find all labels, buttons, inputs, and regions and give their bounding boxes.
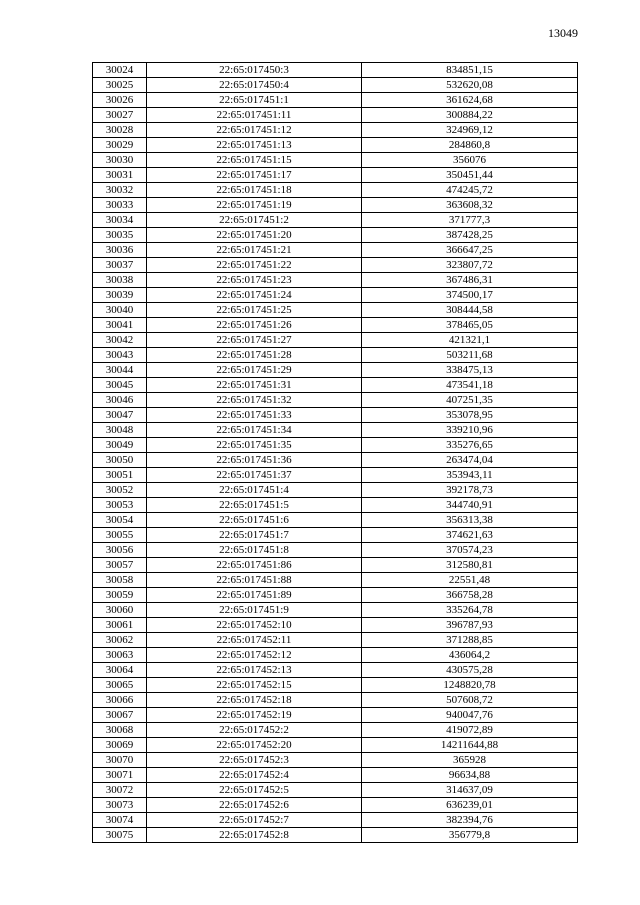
table-row	[93, 588, 578, 603]
cadastral-number-cell: 22:65:017451:37	[147, 468, 362, 483]
value-cell: 407251,35	[362, 393, 578, 408]
value-cell: 1248820,78	[362, 678, 578, 693]
value-cell: 371288,85	[362, 633, 578, 648]
row-number-cell: 30051	[93, 468, 147, 483]
table-row	[93, 258, 578, 273]
table-row	[93, 228, 578, 243]
row-number-cell: 30065	[93, 678, 147, 693]
table-row	[93, 513, 578, 528]
row-number-cell: 30027	[93, 108, 147, 123]
row-number-cell: 30061	[93, 618, 147, 633]
table-row	[93, 558, 578, 573]
value-cell: 474245,72	[362, 183, 578, 198]
table-row	[93, 483, 578, 498]
row-number-cell: 30064	[93, 663, 147, 678]
value-cell: 365928	[362, 753, 578, 768]
value-cell: 392178,73	[362, 483, 578, 498]
table-row	[93, 423, 578, 438]
cadastral-number-cell: 22:65:017451:7	[147, 528, 362, 543]
value-cell: 370574,23	[362, 543, 578, 558]
table-row	[93, 828, 578, 843]
cadastral-number-cell: 22:65:017452:4	[147, 768, 362, 783]
value-cell: 382394,76	[362, 813, 578, 828]
cadastral-number-cell: 22:65:017452:7	[147, 813, 362, 828]
cadastral-number-cell: 22:65:017451:9	[147, 603, 362, 618]
cadastral-number-cell: 22:65:017451:88	[147, 573, 362, 588]
row-number-cell: 30029	[93, 138, 147, 153]
table-row	[93, 693, 578, 708]
value-cell: 367486,31	[362, 273, 578, 288]
table-row	[93, 708, 578, 723]
value-cell: 335276,65	[362, 438, 578, 453]
cadastral-number-cell: 22:65:017451:35	[147, 438, 362, 453]
value-cell: 374621,63	[362, 528, 578, 543]
page-number: 13049	[548, 26, 578, 40]
cadastral-number-cell: 22:65:017451:18	[147, 183, 362, 198]
table-row	[93, 378, 578, 393]
cadastral-number-cell: 22:65:017451:19	[147, 198, 362, 213]
table-row	[93, 288, 578, 303]
row-number-cell: 30075	[93, 828, 147, 843]
table-row	[93, 273, 578, 288]
value-cell: 350451,44	[362, 168, 578, 183]
row-number-cell: 30054	[93, 513, 147, 528]
value-cell: 473541,18	[362, 378, 578, 393]
row-number-cell: 30042	[93, 333, 147, 348]
cadastral-number-cell: 22:65:017452:5	[147, 783, 362, 798]
value-cell: 387428,25	[362, 228, 578, 243]
row-number-cell: 30063	[93, 648, 147, 663]
data-table	[92, 62, 578, 843]
cadastral-number-cell: 22:65:017452:10	[147, 618, 362, 633]
row-number-cell: 30024	[93, 63, 147, 78]
table-row	[93, 633, 578, 648]
cadastral-number-cell: 22:65:017451:5	[147, 498, 362, 513]
value-cell: 436064,2	[362, 648, 578, 663]
table-row	[93, 678, 578, 693]
cadastral-number-cell: 22:65:017451:31	[147, 378, 362, 393]
cadastral-number-cell: 22:65:017451:6	[147, 513, 362, 528]
value-cell: 324969,12	[362, 123, 578, 138]
row-number-cell: 30032	[93, 183, 147, 198]
row-number-cell: 30069	[93, 738, 147, 753]
row-number-cell: 30038	[93, 273, 147, 288]
row-number-cell: 30066	[93, 693, 147, 708]
table-row	[93, 738, 578, 753]
value-cell: 284860,8	[362, 138, 578, 153]
table-row	[93, 333, 578, 348]
value-cell: 323807,72	[362, 258, 578, 273]
table-body	[93, 63, 578, 843]
value-cell: 353078,95	[362, 408, 578, 423]
value-cell: 363608,32	[362, 198, 578, 213]
value-cell: 356313,38	[362, 513, 578, 528]
table-row	[93, 348, 578, 363]
cadastral-number-cell: 22:65:017451:20	[147, 228, 362, 243]
row-number-cell: 30057	[93, 558, 147, 573]
table-row	[93, 813, 578, 828]
row-number-cell: 30030	[93, 153, 147, 168]
cadastral-number-cell: 22:65:017451:23	[147, 273, 362, 288]
value-cell: 361624,68	[362, 93, 578, 108]
row-number-cell: 30067	[93, 708, 147, 723]
value-cell: 636239,01	[362, 798, 578, 813]
row-number-cell: 30036	[93, 243, 147, 258]
value-cell: 263474,04	[362, 453, 578, 468]
cadastral-number-cell: 22:65:017452:13	[147, 663, 362, 678]
row-number-cell: 30052	[93, 483, 147, 498]
row-number-cell: 30070	[93, 753, 147, 768]
row-number-cell: 30062	[93, 633, 147, 648]
row-number-cell: 30073	[93, 798, 147, 813]
value-cell: 96634,88	[362, 768, 578, 783]
value-cell: 314637,09	[362, 783, 578, 798]
table-row	[93, 108, 578, 123]
table-row	[93, 498, 578, 513]
value-cell: 532620,08	[362, 78, 578, 93]
value-cell: 312580,81	[362, 558, 578, 573]
value-cell: 374500,17	[362, 288, 578, 303]
cadastral-number-cell: 22:65:017452:20	[147, 738, 362, 753]
cadastral-number-cell: 22:65:017451:28	[147, 348, 362, 363]
cadastral-number-cell: 22:65:017450:4	[147, 78, 362, 93]
value-cell: 507608,72	[362, 693, 578, 708]
cadastral-number-cell: 22:65:017452:18	[147, 693, 362, 708]
value-cell: 421321,1	[362, 333, 578, 348]
value-cell: 430575,28	[362, 663, 578, 678]
table-row	[93, 783, 578, 798]
table-row	[93, 183, 578, 198]
cadastral-number-cell: 22:65:017451:32	[147, 393, 362, 408]
row-number-cell: 30055	[93, 528, 147, 543]
table-row	[93, 363, 578, 378]
value-cell: 419072,89	[362, 723, 578, 738]
table-row	[93, 303, 578, 318]
cadastral-number-cell: 22:65:017451:2	[147, 213, 362, 228]
value-cell: 308444,58	[362, 303, 578, 318]
row-number-cell: 30033	[93, 198, 147, 213]
row-number-cell: 30040	[93, 303, 147, 318]
table-row	[93, 63, 578, 78]
value-cell: 338475,13	[362, 363, 578, 378]
row-number-cell: 30049	[93, 438, 147, 453]
cadastral-number-cell: 22:65:017452:19	[147, 708, 362, 723]
cadastral-number-cell: 22:65:017451:26	[147, 318, 362, 333]
value-cell: 503211,68	[362, 348, 578, 363]
row-number-cell: 30028	[93, 123, 147, 138]
row-number-cell: 30072	[93, 783, 147, 798]
cadastral-number-cell: 22:65:017451:25	[147, 303, 362, 318]
cadastral-number-cell: 22:65:017451:21	[147, 243, 362, 258]
cadastral-number-cell: 22:65:017452:2	[147, 723, 362, 738]
row-number-cell: 30053	[93, 498, 147, 513]
cadastral-number-cell: 22:65:017451:24	[147, 288, 362, 303]
cadastral-number-cell: 22:65:017451:34	[147, 423, 362, 438]
cadastral-number-cell: 22:65:017451:27	[147, 333, 362, 348]
table-row	[93, 138, 578, 153]
value-cell: 356076	[362, 153, 578, 168]
table-row	[93, 798, 578, 813]
value-cell: 366647,25	[362, 243, 578, 258]
cadastral-number-cell: 22:65:017452:8	[147, 828, 362, 843]
value-cell: 339210,96	[362, 423, 578, 438]
row-number-cell: 30031	[93, 168, 147, 183]
table-row	[93, 438, 578, 453]
cadastral-number-cell: 22:65:017452:15	[147, 678, 362, 693]
row-number-cell: 30025	[93, 78, 147, 93]
row-number-cell: 30050	[93, 453, 147, 468]
table-row	[93, 543, 578, 558]
table-row	[93, 468, 578, 483]
table-row	[93, 723, 578, 738]
table-row	[93, 768, 578, 783]
cadastral-number-cell: 22:65:017451:12	[147, 123, 362, 138]
row-number-cell: 30074	[93, 813, 147, 828]
value-cell: 344740,91	[362, 498, 578, 513]
value-cell: 371777,3	[362, 213, 578, 228]
cadastral-number-cell: 22:65:017451:36	[147, 453, 362, 468]
row-number-cell: 30037	[93, 258, 147, 273]
table-row	[93, 393, 578, 408]
cadastral-number-cell: 22:65:017451:11	[147, 108, 362, 123]
table-row	[93, 573, 578, 588]
row-number-cell: 30047	[93, 408, 147, 423]
cadastral-number-cell: 22:65:017451:22	[147, 258, 362, 273]
table-row	[93, 123, 578, 138]
row-number-cell: 30046	[93, 393, 147, 408]
table-row	[93, 153, 578, 168]
cadastral-number-cell: 22:65:017451:13	[147, 138, 362, 153]
cadastral-number-cell: 22:65:017452:3	[147, 753, 362, 768]
row-number-cell: 30060	[93, 603, 147, 618]
row-number-cell: 30045	[93, 378, 147, 393]
cadastral-number-cell: 22:65:017451:4	[147, 483, 362, 498]
table-row	[93, 78, 578, 93]
cadastral-number-cell: 22:65:017451:33	[147, 408, 362, 423]
value-cell: 22551,48	[362, 573, 578, 588]
value-cell: 300884,22	[362, 108, 578, 123]
table-row	[93, 753, 578, 768]
table-row	[93, 648, 578, 663]
value-cell: 335264,78	[362, 603, 578, 618]
row-number-cell: 30035	[93, 228, 147, 243]
table-row	[93, 453, 578, 468]
row-number-cell: 30043	[93, 348, 147, 363]
table-row	[93, 93, 578, 108]
value-cell: 834851,15	[362, 63, 578, 78]
cadastral-number-cell: 22:65:017452:12	[147, 648, 362, 663]
table-row	[93, 168, 578, 183]
table-row	[93, 603, 578, 618]
table-row	[93, 408, 578, 423]
table-row	[93, 618, 578, 633]
row-number-cell: 30044	[93, 363, 147, 378]
row-number-cell: 30026	[93, 93, 147, 108]
row-number-cell: 30048	[93, 423, 147, 438]
value-cell: 356779,8	[362, 828, 578, 843]
table-row	[93, 528, 578, 543]
table-row	[93, 243, 578, 258]
row-number-cell: 30041	[93, 318, 147, 333]
row-number-cell: 30059	[93, 588, 147, 603]
row-number-cell: 30068	[93, 723, 147, 738]
table-row	[93, 198, 578, 213]
cadastral-number-cell: 22:65:017451:86	[147, 558, 362, 573]
table-row	[93, 663, 578, 678]
row-number-cell: 30058	[93, 573, 147, 588]
cadastral-number-cell: 22:65:017451:8	[147, 543, 362, 558]
value-cell: 940047,76	[362, 708, 578, 723]
row-number-cell: 30056	[93, 543, 147, 558]
cadastral-number-cell: 22:65:017451:29	[147, 363, 362, 378]
table-row	[93, 318, 578, 333]
row-number-cell: 30071	[93, 768, 147, 783]
value-cell: 396787,93	[362, 618, 578, 633]
cadastral-number-cell: 22:65:017451:89	[147, 588, 362, 603]
cadastral-number-cell: 22:65:017451:1	[147, 93, 362, 108]
value-cell: 14211644,88	[362, 738, 578, 753]
cadastral-number-cell: 22:65:017451:17	[147, 168, 362, 183]
table-row	[93, 213, 578, 228]
cadastral-number-cell: 22:65:017451:15	[147, 153, 362, 168]
cadastral-number-cell: 22:65:017452:6	[147, 798, 362, 813]
row-number-cell: 30034	[93, 213, 147, 228]
value-cell: 353943,11	[362, 468, 578, 483]
value-cell: 378465,05	[362, 318, 578, 333]
value-cell: 366758,28	[362, 588, 578, 603]
row-number-cell: 30039	[93, 288, 147, 303]
cadastral-number-cell: 22:65:017452:11	[147, 633, 362, 648]
cadastral-number-cell: 22:65:017450:3	[147, 63, 362, 78]
